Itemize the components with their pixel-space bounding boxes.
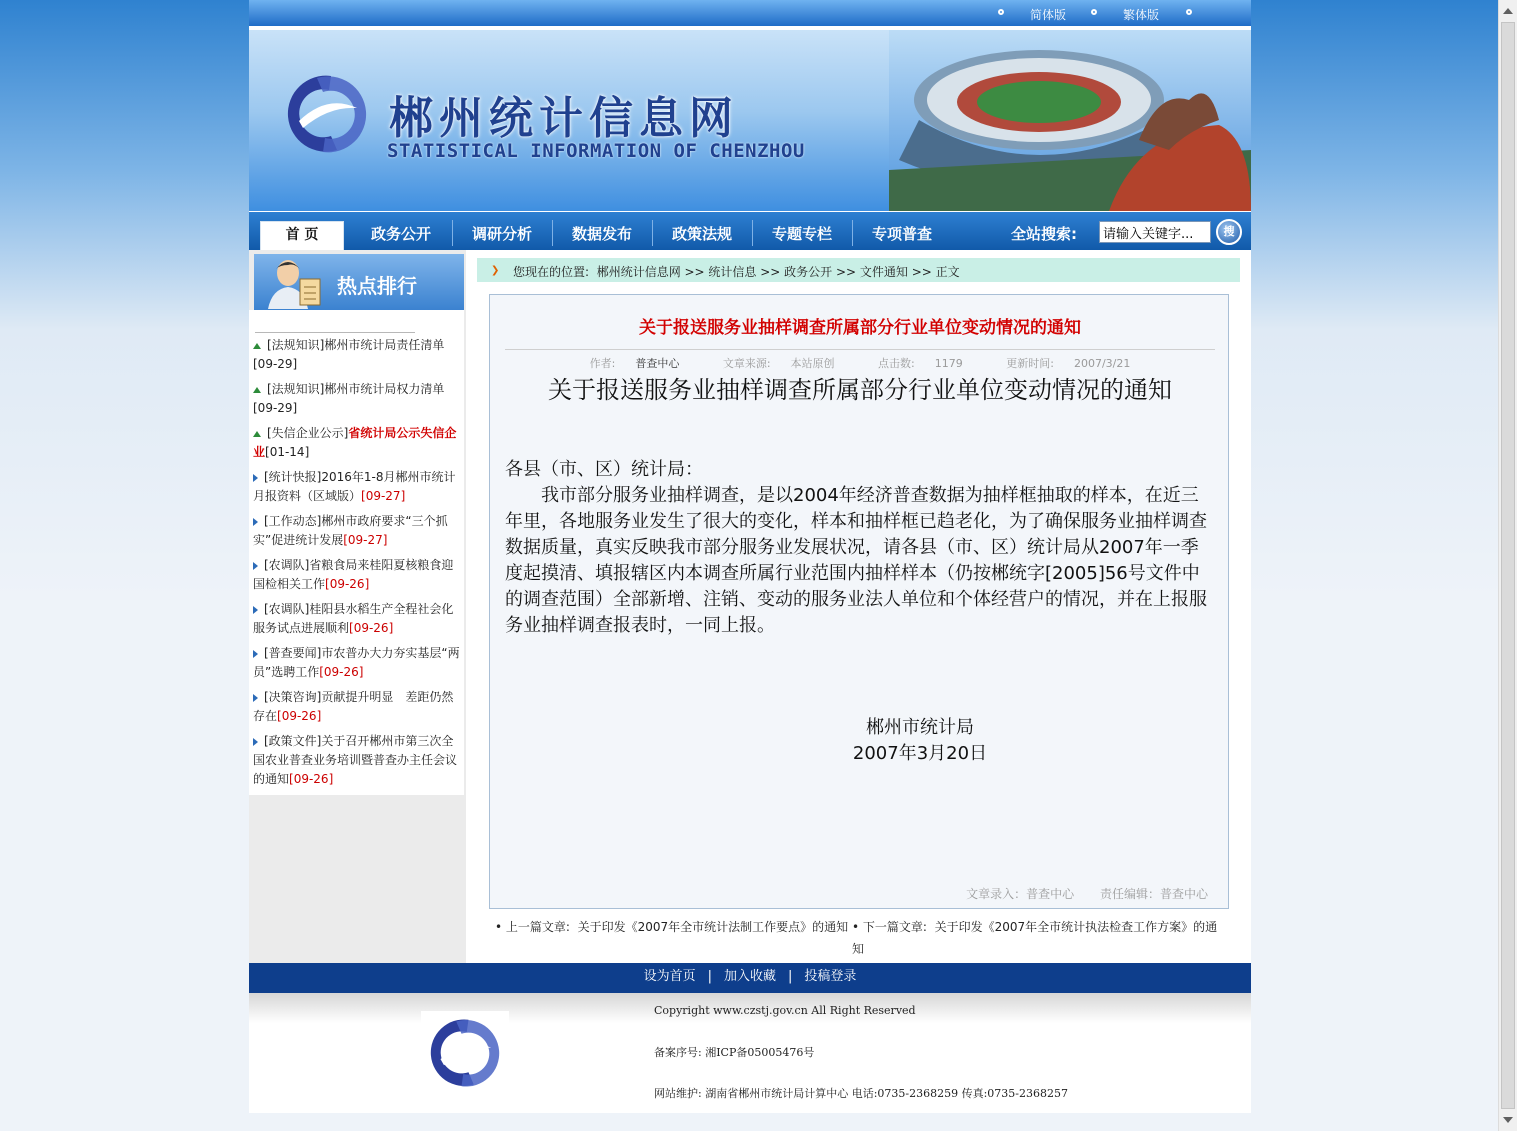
list-item-title[interactable]: [法规知识]郴州市统计局权力清单	[267, 382, 445, 396]
updated-label: 更新时间:	[1006, 357, 1054, 370]
list-item-date: [09-26]	[319, 665, 364, 679]
list-item[interactable]	[253, 468, 463, 506]
arrow-right-icon	[253, 474, 258, 482]
scroll-down-icon[interactable]	[1503, 1117, 1513, 1123]
search-button[interactable]: 搜	[1216, 219, 1242, 245]
maintainer-info: 网站维护: 湖南省郴州市统计局计算中心 电话:0735-2368259 传真:0735-2368257	[654, 1087, 1069, 1100]
site-subtitle: STATISTICAL INFORMATION OF CHENZHOU	[387, 140, 805, 162]
list-item-title[interactable]: [农调队]省粮食局来桂阳夏核粮食迎国检相关工作	[253, 558, 454, 591]
arrow-right-icon	[253, 738, 258, 746]
arrow-right-icon	[253, 606, 258, 614]
prev-label: 上一篇文章:	[505, 920, 570, 934]
arrow-up-icon	[253, 431, 261, 437]
source-value: 本站原创	[790, 357, 835, 370]
arrow-right-icon	[253, 650, 258, 658]
list-item-title[interactable]: [政策文件]关于召开郴州市第三次全国农业普查业务培训暨普查办主任会议的通知	[253, 734, 458, 786]
list-item[interactable]	[253, 424, 463, 462]
article-date: 2007年3月20日	[852, 743, 988, 764]
list-item-date: [09-27]	[361, 489, 406, 503]
list-item-date: [09-29]	[253, 357, 298, 371]
list-item-title[interactable]: 省统计局公示失信企业	[253, 426, 457, 459]
list-item-date: [09-27]	[343, 533, 388, 547]
prev-article-link[interactable]: 关于印发《2007年全市统计法制工作要点》的通知	[577, 920, 849, 934]
responsible-editor: 责任编辑：普查中心	[1099, 887, 1208, 901]
search-input[interactable]	[1099, 221, 1211, 243]
article-headline: 关于报送服务业抽样调查所属部分行业单位变动情况的通知	[639, 318, 1081, 338]
breadcrumb-prefix: 您现在的位置:	[513, 265, 590, 279]
site-logo-icon	[279, 66, 375, 162]
nav-item-special-topics[interactable]: 专题专栏	[771, 225, 832, 243]
nav-item-government-affairs[interactable]: 政务公开	[370, 225, 431, 243]
author-value: 普查中心	[635, 357, 680, 370]
entered-by: 文章录入：普查中心	[966, 887, 1075, 901]
article-salutation: 各县（市、区）统计局：	[505, 459, 703, 480]
breadcrumb	[477, 258, 1240, 282]
arrow-right-icon	[253, 694, 258, 702]
list-item[interactable]	[253, 336, 463, 374]
clicks-value: 1179	[934, 357, 963, 370]
list-item[interactable]	[253, 512, 463, 550]
nav-item-research-analysis[interactable]: 调研分析	[471, 225, 532, 243]
author-label: 作者:	[589, 357, 616, 370]
article-signature-block	[505, 715, 1215, 767]
article-title: 关于报送服务业抽样调查所属部分行业单位变动情况的通知	[548, 376, 1172, 404]
list-item[interactable]	[253, 556, 463, 594]
list-item[interactable]	[253, 600, 463, 638]
traditional-chinese-link[interactable]: 繁体版	[1123, 8, 1160, 22]
arrow-right-icon	[253, 562, 258, 570]
list-item-title[interactable]: [决策咨询]贡献提升明显 差距仍然存在	[253, 690, 454, 723]
top-strip	[249, 0, 1251, 26]
icp-number: 备案序号: 湘ICP备05005476号	[654, 1046, 815, 1059]
hot-ranking-header	[254, 254, 464, 310]
next-article-link[interactable]: 关于印发《2007年全市统计执法检查工作方案》的通知	[852, 920, 1218, 956]
footer-links-bar: 设为首页 | 加入收藏 | 投稿登录	[249, 963, 1251, 993]
list-item[interactable]	[253, 688, 463, 726]
list-item[interactable]	[253, 380, 463, 418]
article-divider	[505, 349, 1215, 350]
list-item-category[interactable]: [失信企业公示]	[267, 426, 349, 440]
next-label: 下一篇文章:	[862, 920, 927, 934]
article-panel	[489, 294, 1229, 909]
site-logo-icon	[421, 1011, 509, 1095]
list-item-title[interactable]: [农调队]桂阳县水稻生产全程社会化服务试点进展顺利	[253, 602, 454, 635]
list-item-date: [01-14]	[265, 445, 310, 459]
person-icon	[264, 257, 326, 309]
copyright-text: Copyright www.czstj.gov.cn All Right Reserved	[654, 1004, 916, 1017]
nav-item-policy-regulations[interactable]: 政策法规	[671, 225, 732, 243]
main-nav	[249, 212, 1251, 250]
scrollbar-thumb[interactable]	[1501, 22, 1515, 1109]
bullet-icon	[1091, 9, 1097, 15]
article-credits	[944, 885, 1208, 902]
arrow-right-icon	[253, 518, 258, 526]
list-item-date: [09-26]	[277, 709, 322, 723]
article-body	[505, 457, 1215, 639]
arrow-up-icon	[253, 343, 261, 349]
arrow-up-icon	[253, 387, 261, 393]
site-title: 郴州统计信息网	[389, 93, 739, 144]
search-label: 全站搜索:	[1011, 225, 1077, 243]
bullet-icon	[998, 9, 1004, 15]
updated-value: 2007/3/21	[1073, 357, 1131, 370]
nav-item-home[interactable]: 首 页	[260, 221, 344, 250]
set-homepage-link[interactable]: 设为首页	[643, 969, 696, 984]
simplified-chinese-link[interactable]: 简体版	[1030, 8, 1067, 22]
article-paragraph: 我市部分服务业抽样调查，是以2004年经济普查数据为抽样框抽取的样本，在近三年里，各地服务业发生了很大的变化，样本和抽样框已趋老化，为了确保服务业抽样调查数据质量，真实反映我市部分服务业发展状况，请各县（市、区）统计局从2007年一季度起摸清、填报辖区内本调查所属行业范围内抽样样本（仍按郴统字[2005]56号文件中的调查范围）全部新增、注销、变动的服务业法人单位和个体经营户的情况，并在上报服务业抽样调查报表时，一同上报。	[505, 485, 1207, 636]
list-divider	[255, 332, 415, 333]
nav-item-special-census[interactable]: 专项普查	[871, 225, 932, 243]
list-item-title[interactable]: [统计快报]2016年1-8月郴州市统计月报资料（区域版）	[253, 470, 456, 503]
previous-article[interactable]: • 上一篇文章: 关于印发《2007年全市统计法制工作要点》的通知	[495, 920, 849, 934]
list-item-title[interactable]: [工作动态]郴州市政府要求“三个抓实”促进统计发展	[253, 514, 448, 547]
article-signature: 郴州市统计局	[866, 717, 974, 738]
next-article[interactable]: • 下一篇文章: 关于印发《2007年全市统计执法检查工作方案》的通知	[852, 920, 1218, 956]
list-item[interactable]	[253, 732, 463, 789]
stadium-image	[889, 30, 1251, 211]
footer	[249, 993, 1251, 1113]
list-item-date: [09-26]	[349, 621, 394, 635]
article-meta	[490, 355, 1230, 371]
list-item-title[interactable]: [法规知识]郴州市统计局责任清单	[267, 338, 445, 352]
list-item-date: [09-26]	[325, 577, 370, 591]
double-arrow-icon: ❯	[491, 265, 500, 276]
scroll-up-icon[interactable]	[1503, 8, 1513, 14]
sidebar	[249, 250, 466, 963]
list-item[interactable]	[253, 644, 463, 682]
breadcrumb-text	[513, 263, 960, 280]
clicks-label: 点击数:	[878, 357, 915, 370]
list-item-date: [09-26]	[289, 772, 334, 786]
hot-ranking-title: 热点排行	[337, 274, 417, 298]
submit-login-link[interactable]: 投稿登录	[804, 969, 857, 984]
add-favorites-link[interactable]: 加入收藏	[723, 969, 776, 984]
nav-item-data-release[interactable]: 数据发布	[571, 225, 632, 243]
hot-ranking-list	[249, 310, 464, 795]
bullet-icon	[1186, 9, 1192, 15]
footer-logo	[421, 1011, 509, 1095]
list-item-date: [09-29]	[253, 401, 298, 415]
list-item-title[interactable]: [普查要闻]市农普办大力夯实基层“两员”选聘工作	[253, 646, 460, 679]
site-banner	[249, 30, 1251, 211]
page-container	[249, 0, 1251, 1113]
breadcrumb-path[interactable]: 郴州统计信息网 >> 统计信息 >> 政务公开 >> 文件通知 >> 正文	[596, 265, 960, 279]
source-label: 文章来源:	[722, 357, 771, 370]
page-scrollbar[interactable]	[1498, 0, 1517, 1131]
